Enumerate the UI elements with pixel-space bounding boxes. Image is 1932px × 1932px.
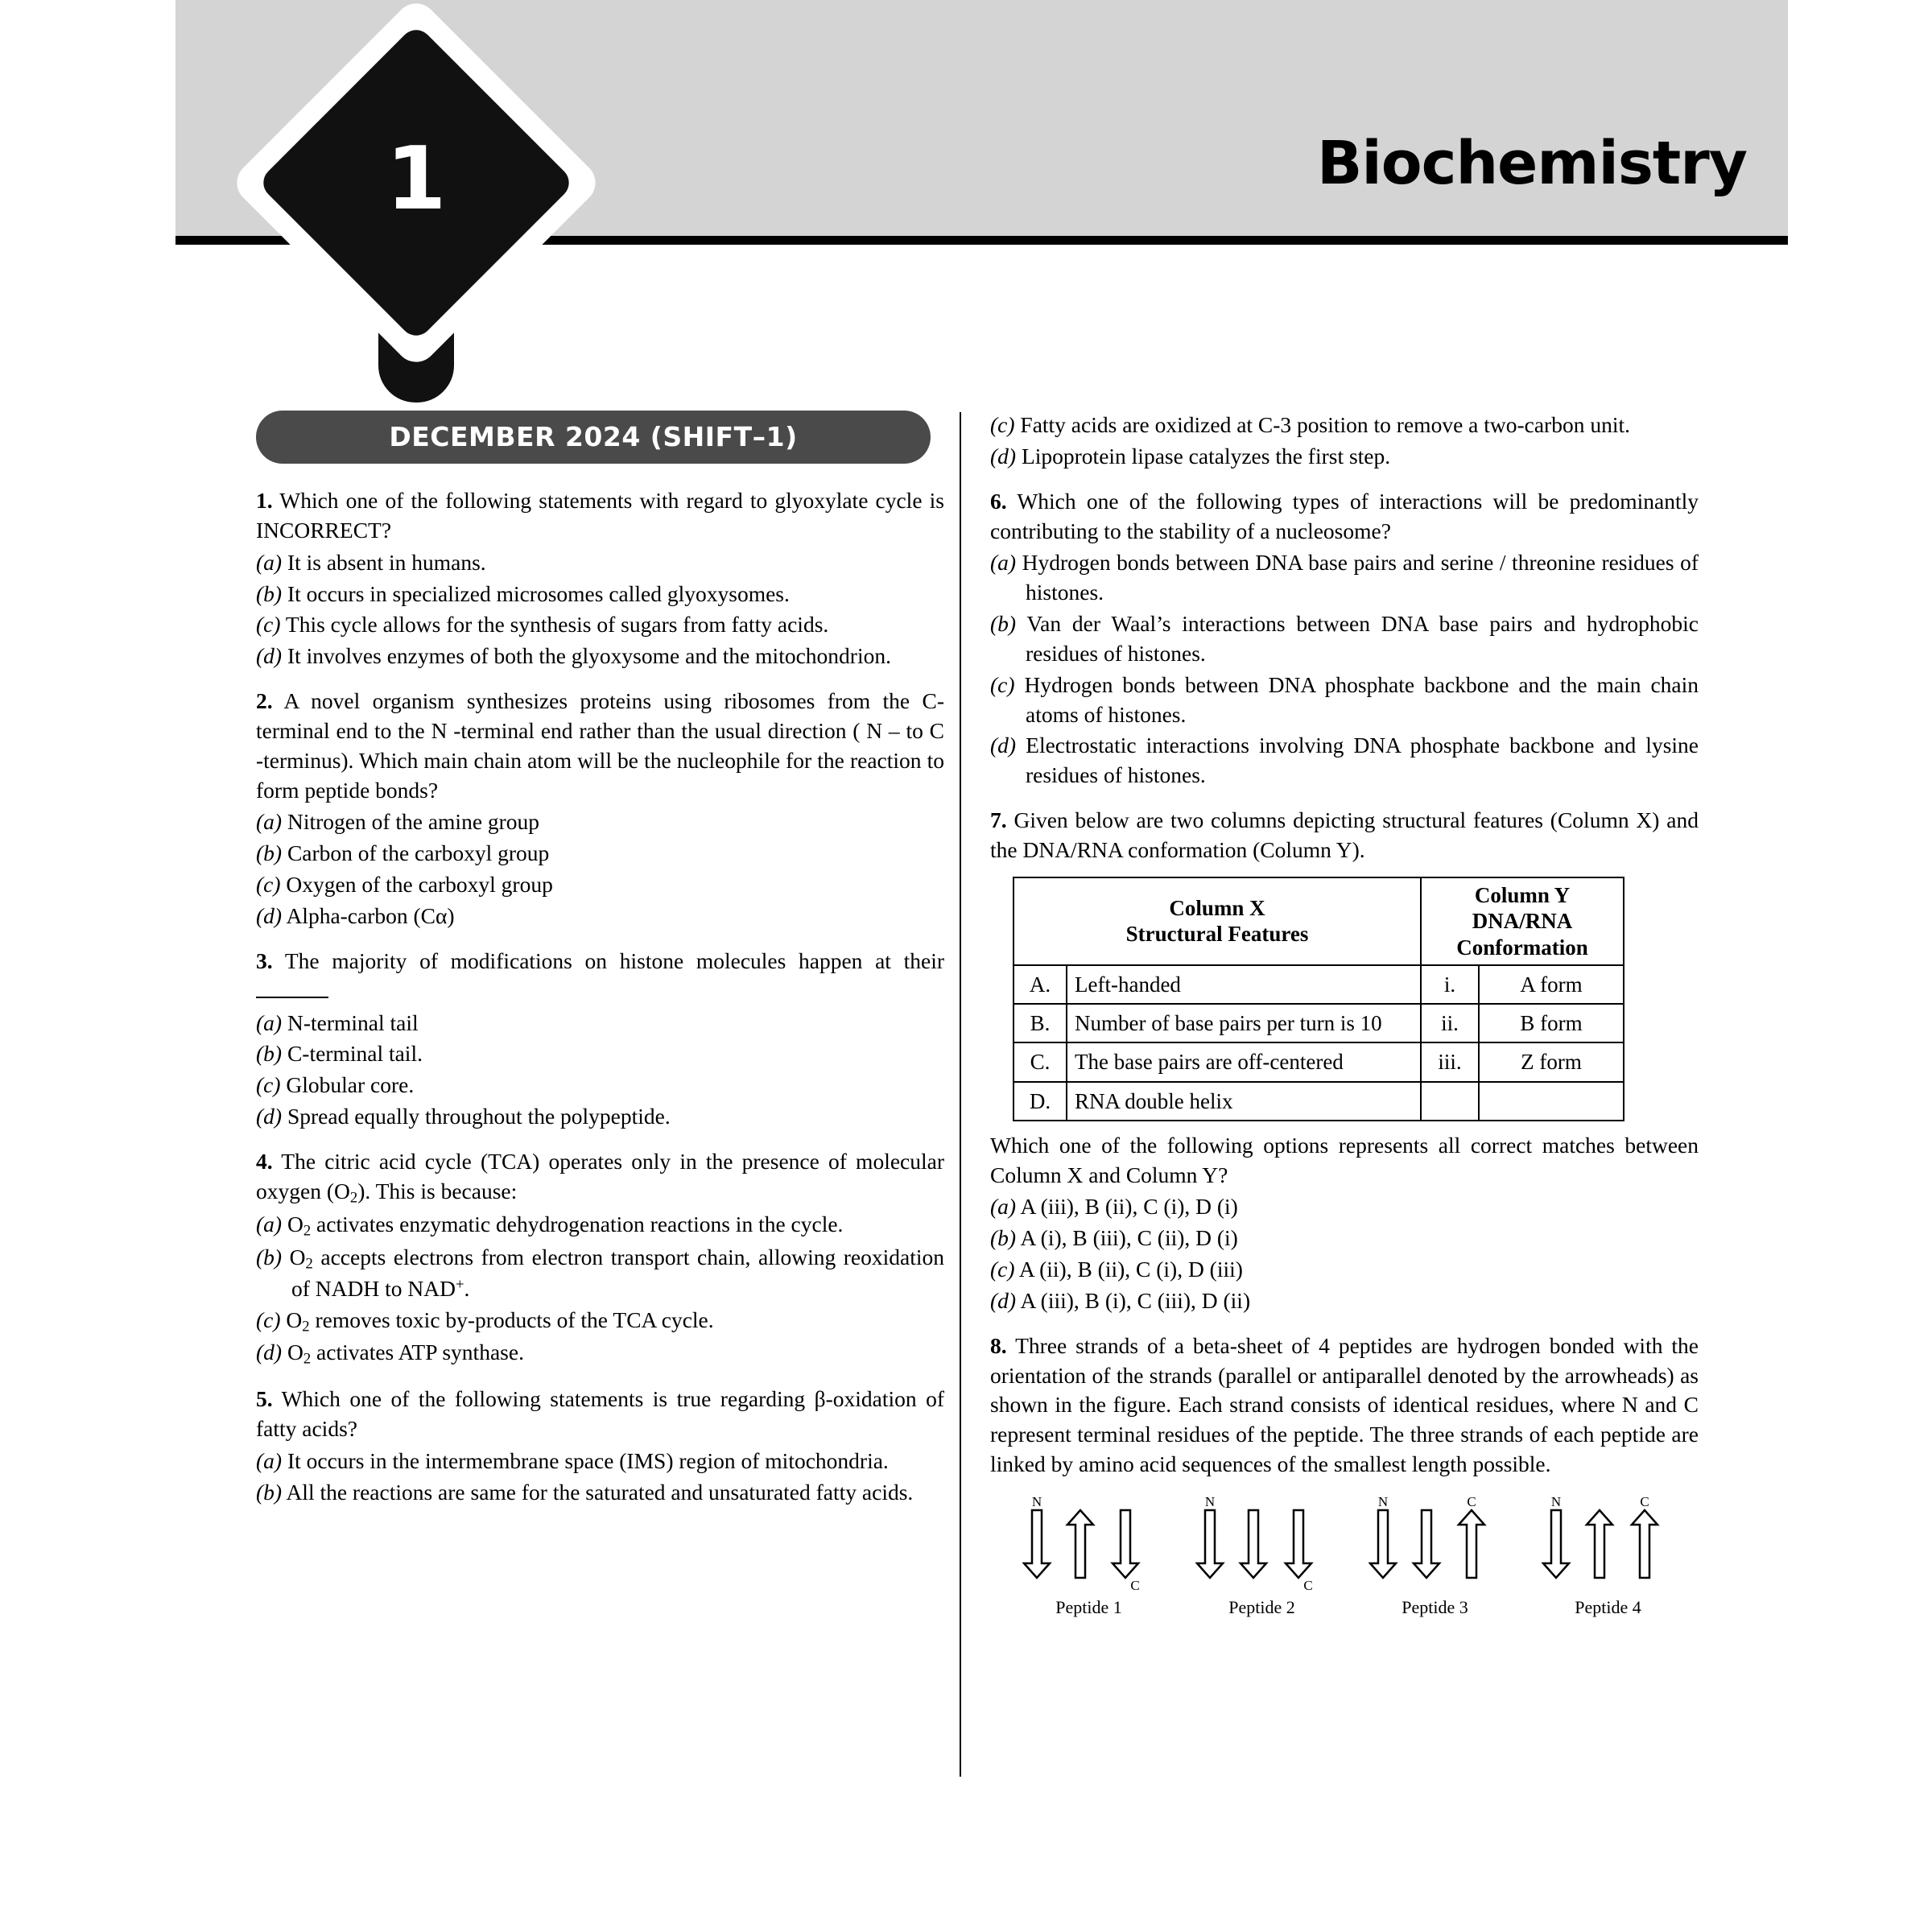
question-7-option-a: (a) A (iii), B (ii), C (i), D (i) — [990, 1194, 1238, 1220]
column-divider — [960, 412, 961, 1777]
table-row — [1013, 1042, 1624, 1081]
question-3-option-a: (a) N-terminal tail — [256, 1009, 419, 1035]
option-text: Carbon of the carboxyl group — [287, 840, 550, 866]
question-1-option-b: (b) It occurs in specialized microsomes called glyoxysomes. — [256, 580, 790, 606]
table-row — [1013, 1082, 1624, 1121]
option-text: Oxygen of the carboxyl group — [286, 872, 553, 898]
chapter-number: 1 — [386, 129, 447, 229]
question-3-text: The majority of modifications on histone molecules happen at their — [284, 947, 944, 973]
option-text: Spread equally throughout the polypeptide. — [287, 1104, 671, 1129]
table-row — [1013, 1004, 1624, 1042]
question-7-text: Given below are two columns depicting structural features (Column X) and the DNA/RNA conformation (Column Y). — [990, 807, 1699, 862]
question-2-option-d: (d) Alpha-carbon (Cα) — [256, 902, 455, 928]
row-roman: ii. — [1421, 1004, 1479, 1042]
option-text: Fatty acids are oxidized at C-3 position to remove a two-carbon unit. — [1020, 412, 1630, 437]
question-8: 8. Three strands of a beta-sheet of 4 peptides are hydrogen bonded with the orientation of the strands (parallel or antiparallel denoted by the arrowheads) as shown in the figure. Each strand consists of identical residues, where N and C represent terminal residues of the peptide. The three strands of each peptide are linked by amino acid sequences of the smallest length possible. — [990, 1332, 1699, 1477]
peptide-2-diagram — [1195, 1497, 1328, 1619]
option-text: Globular core. — [286, 1072, 415, 1098]
option-text: Hydrogen bonds between DNA phosphate backbone and the main chain atoms of histones. — [1024, 671, 1699, 727]
peptide-3-arrows — [1368, 1497, 1501, 1592]
option-text: Van der Waal’s interactions between DNA base pairs and hydrophobic residues of histones. — [1026, 611, 1699, 666]
row-index: A. — [1013, 965, 1067, 1004]
shift-label: DECEMBER 2024 (SHIFT–1) — [256, 411, 931, 464]
question-8-text: Three strands of a beta-sheet of 4 peptides are hydrogen bonded with the orientation of the strands (parallel or antiparallel denoted by the arrowheads) as shown in the figure. Each strand consists of identical residues, where N and C represent terminal residues of the peptide. The three strands of each peptide are linked by amino acid sequences of the smallest length possible. — [990, 1332, 1699, 1477]
svg-text:C: C — [1467, 1496, 1476, 1509]
option-text: Lipoprotein lipase catalyzes the first step. — [1021, 443, 1391, 469]
question-5-text: Which one of the following statements is true regarding β-oxidation of fatty acids? — [256, 1386, 944, 1441]
peptide-3-diagram — [1368, 1497, 1501, 1619]
column-x-title: Column X — [1169, 896, 1265, 920]
row-feature: Left-handed — [1067, 965, 1421, 1004]
question-5-option-a: (a) It occurs in the intermembrane space (IMS) region of mitochondria. — [256, 1447, 889, 1473]
row-index: D. — [1013, 1082, 1067, 1121]
beta-sheet-figure — [1022, 1497, 1666, 1619]
question-7-post-text: Which one of the following options represents all correct matches between Column X and Column Y? — [990, 1132, 1699, 1187]
option-text: A (iii), B (i), C (iii), D (ii) — [1020, 1287, 1251, 1313]
column-y-header — [1421, 877, 1624, 965]
peptide-4-arrows — [1542, 1497, 1674, 1592]
question-5-option-c: (c) Fatty acids are oxidized at C-3 position to remove a two-carbon unit. — [990, 412, 1630, 437]
peptide-4-caption: Peptide 4 — [1575, 1596, 1641, 1617]
question-4-option-b: (b) $O_2$ accepts electrons from electron transport chain, allowing reoxidation of NADH to NAD+. — [256, 1245, 944, 1301]
option-text: It involves enzymes of both the glyoxysome and the mitochondrion. — [287, 643, 891, 669]
chapter-number-badge — [266, 32, 572, 378]
question-7-option-c: (c) A (ii), B (ii), C (i), D (iii) — [990, 1257, 1243, 1282]
chapter-title: Biochemistry — [1317, 129, 1747, 198]
question-6-option-b: (b) Van der Waal’s interactions between DNA base pairs and hydrophobic residues of histones. — [990, 611, 1699, 666]
svg-text:C: C — [1303, 1577, 1313, 1592]
fill-in-blank — [256, 980, 328, 998]
question-2-option-b: (b) Carbon of the carboxyl group — [256, 840, 550, 866]
question-4-option-c: (c) $O_2$ removes toxic by-products of the TCA cycle. — [256, 1307, 714, 1335]
question-6: 6. Which one of the following types of interactions will be predominantly contributing to the stability of a nucleosome? — [990, 488, 1699, 543]
row-conformation: A form — [1479, 965, 1624, 1004]
question-5-option-b: (b) All the reactions are same for the saturated and unsaturated fatty acids. — [256, 1479, 914, 1505]
peptide-2-arrows — [1195, 1497, 1328, 1592]
option-text: A (ii), B (ii), C (i), D (iii) — [1018, 1257, 1243, 1282]
question-5-option-d: (d) Lipoprotein lipase catalyzes the first step. — [990, 443, 1391, 469]
peptide-2-caption: Peptide 2 — [1228, 1596, 1295, 1617]
svg-text:C: C — [1130, 1577, 1140, 1592]
peptide-1-caption: Peptide 1 — [1055, 1596, 1122, 1617]
question-3-option-b: (b) C-terminal tail. — [256, 1041, 423, 1067]
question-6-text: Which one of the following types of interactions will be predominantly contributing to the stability of a nucleosome? — [990, 488, 1699, 543]
option-text: Nitrogen of the amine group — [287, 809, 540, 835]
column-y-subtitle: DNA/RNA — [1472, 909, 1573, 934]
question-1-option-a: (a) It is absent in humans. — [256, 549, 486, 575]
question-2: 2. A novel organism synthesizes proteins using ribosomes from the C-terminal end to the N -terminal end rather than the usual direction ( N – to C -terminus). Which main chain atom will be the nucleophile for the reaction to form peptide bonds? — [256, 688, 944, 803]
option-text: Electrostatic interactions involving DNA phosphate backbone and lysine residues of histones. — [1026, 733, 1699, 788]
peptide-1-arrows — [1022, 1497, 1155, 1592]
question-3-option-c: (c) Globular core. — [256, 1072, 415, 1098]
question-7-option-b: (b) A (i), B (iii), C (ii), D (i) — [990, 1225, 1238, 1251]
left-column — [256, 411, 944, 1509]
row-conformation — [1479, 1082, 1624, 1121]
column-x-header — [1013, 877, 1421, 965]
peptide-3-caption: Peptide 3 — [1402, 1596, 1468, 1617]
question-4: 4. The citric acid cycle (TCA) operates only in the presence of molecular oxygen $(O_2)$. This is because: — [256, 1148, 944, 1207]
svg-text:N: N — [1031, 1496, 1042, 1509]
column-y-subtitle2: Conformation — [1456, 935, 1588, 960]
question-6-option-c: (c) Hydrogen bonds between DNA phosphate backbone and the main chain atoms of histones. — [990, 671, 1699, 727]
question-4-option-d: (d) $O_2$ activates ATP synthase. — [256, 1340, 524, 1368]
question-5: 5. Which one of the following statements is true regarding β-oxidation of fatty acids? — [256, 1386, 944, 1441]
svg-text:C: C — [1640, 1496, 1649, 1509]
option-text: N-terminal tail — [287, 1009, 419, 1035]
svg-text:N: N — [1204, 1496, 1216, 1509]
row-roman: i. — [1421, 965, 1479, 1004]
option-text: This cycle allows for the synthesis of sugars from fatty acids. — [285, 612, 829, 638]
question-3: 3. The majority of modifications on histone molecules happen at their — [256, 947, 944, 1006]
question-1-text: Which one of the following statements with regard to glyoxylate cycle is INCORRECT? — [256, 488, 944, 543]
column-y-title: Column Y — [1474, 882, 1571, 907]
option-text: A (i), B (iii), C (ii), D (i) — [1020, 1225, 1238, 1251]
peptide-4-diagram — [1542, 1497, 1674, 1619]
row-feature: The base pairs are off-centered — [1067, 1042, 1421, 1081]
column-matching-table — [1013, 877, 1624, 1121]
option-text: All the reactions are same for the saturated and unsaturated fatty acids. — [286, 1479, 914, 1505]
row-index: C. — [1013, 1042, 1067, 1081]
peptide-1-diagram — [1022, 1497, 1155, 1619]
row-conformation: Z form — [1479, 1042, 1624, 1081]
question-2-option-c: (c) Oxygen of the carboxyl group — [256, 872, 553, 898]
table-row — [1013, 965, 1624, 1004]
question-6-option-d: (d) Electrostatic interactions involving DNA phosphate backbone and lysine residues of histones. — [990, 733, 1699, 788]
question-1-option-d: (d) It involves enzymes of both the glyoxysome and the mitochondrion. — [256, 643, 891, 669]
question-3-option-d: (d) Spread equally throughout the polypeptide. — [256, 1104, 671, 1129]
option-text: Hydrogen bonds between DNA base pairs and serine / threonine residues of histones. — [1022, 550, 1699, 605]
option-text: C-terminal tail. — [287, 1041, 423, 1067]
question-6-option-a: (a) Hydrogen bonds between DNA base pairs and serine / threonine residues of histones. — [990, 550, 1699, 605]
table-header-row — [1013, 877, 1624, 965]
column-x-subtitle: Structural Features — [1125, 922, 1309, 947]
question-1: 1. Which one of the following statements with regard to glyoxylate cycle is INCORRECT? — [256, 488, 944, 543]
question-1-option-c: (c) This cycle allows for the synthesis of sugars from fatty acids. — [256, 612, 829, 638]
svg-text:N: N — [1377, 1496, 1389, 1509]
option-text: It occurs in the intermembrane space (IMS) region of mitochondria. — [287, 1447, 889, 1473]
option-text: It occurs in specialized microsomes called glyoxysomes. — [287, 580, 790, 606]
question-7-option-d: (d) A (iii), B (i), C (iii), D (ii) — [990, 1287, 1251, 1313]
right-column — [990, 411, 1699, 1619]
row-conformation: B form — [1479, 1004, 1624, 1042]
row-feature: Number of base pairs per turn is 10 — [1067, 1004, 1421, 1042]
option-text: It is absent in humans. — [287, 549, 486, 575]
option-text: A (iii), B (ii), C (i), D (i) — [1020, 1194, 1238, 1220]
question-7: 7. Given below are two columns depicting structural features (Column X) and the DNA/RNA conformation (Column Y). — [990, 807, 1699, 862]
question-2-text: A novel organism synthesizes proteins using ribosomes from the C-terminal end to the N -terminal end rather than the usual direction ( N – to C -terminus). Which main chain atom will be the nucleophile for the reaction to form peptide bonds? — [256, 688, 944, 803]
row-roman — [1421, 1082, 1479, 1121]
row-index: B. — [1013, 1004, 1067, 1042]
question-2-option-a: (a) Nitrogen of the amine group — [256, 809, 540, 835]
option-text: Alpha-carbon (Cα) — [286, 902, 455, 928]
question-4-option-a: (a) $O_2$ activates enzymatic dehydrogenation reactions in the cycle. — [256, 1212, 844, 1241]
row-feature: RNA double helix — [1067, 1082, 1421, 1121]
row-roman: iii. — [1421, 1042, 1479, 1081]
svg-text:N: N — [1550, 1496, 1562, 1509]
